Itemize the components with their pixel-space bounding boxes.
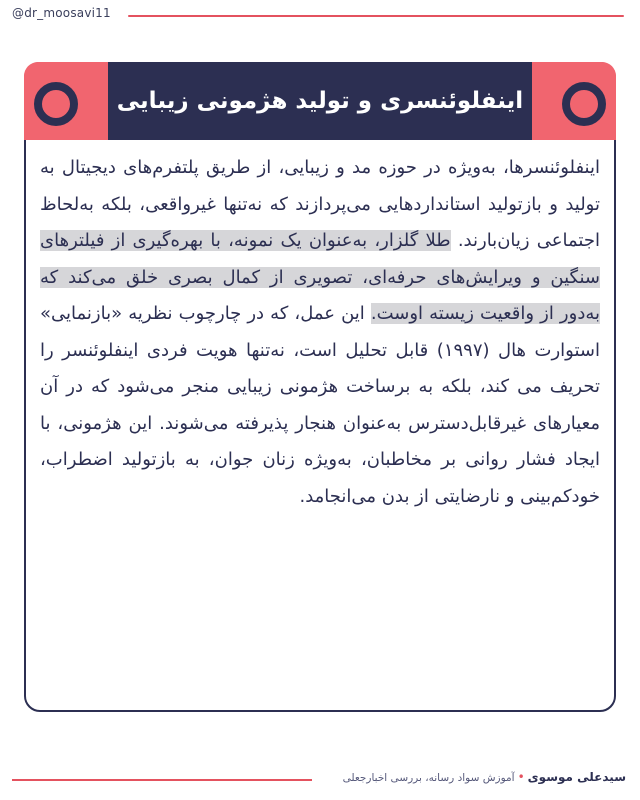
author-name: سیدعلی موسوی [527, 770, 626, 784]
ring-left-icon [34, 82, 78, 126]
ring-right-icon [562, 82, 606, 126]
handle-text: @dr_moosavi11 [12, 6, 111, 20]
author-tagline: آموزش سواد رسانه، بررسی اخبارجعلی [342, 772, 515, 784]
top-divider [128, 15, 624, 17]
footer [343, 770, 626, 784]
footer-separator: • [517, 770, 525, 784]
card-title: اینفلوئنسری و تولید هژمونی زیبایی [116, 88, 524, 114]
article-body [40, 150, 600, 710]
body-text-part1: اینفلوئنسرها، به‌ویژه در حوزه مد و زیبایی، از طریق پلتفرم‌های دیجیتال به تولید و بازتولید استانداردهایی می‌پردازند که نه‌تنها غیرواقعی، بلکه به‌لحاظ اجتماعی زیان‌بارند. [40, 157, 600, 251]
body-highlighted-text: طلا گلزار، به‌عنوان یک نمونه، با بهره‌گیری از فیلترهای سنگین و ویرایش‌های حرفه‌ای، تصویری از کمال بصری خلق می‌کند که به‌دور از واقعیت زیسته اوست. [40, 230, 600, 324]
body-text-part2: این عمل، که در چارچوب نظریه «بازنمایی» استوارت هال (۱۹۹۷) قابل تحلیل است، نه‌تنها هویت فردی اینفلوئنسر را تحریف می کند، بلکه به برساخت هژمونی زیبایی منجر می‌شود که در آن معیارهای غیرقابل‌دسترس به‌عنوان هنجار پذیرفته می‌شوند. این هژمونی، با ایجاد فشار روانی بر مخاطبان، به‌ویژه زنان جوان، به بازتولید اضطراب، خودکم‌بینی و نارضایتی از بدن می‌انجامد. [40, 303, 600, 507]
title-box [108, 62, 532, 140]
footer-divider [12, 779, 312, 781]
